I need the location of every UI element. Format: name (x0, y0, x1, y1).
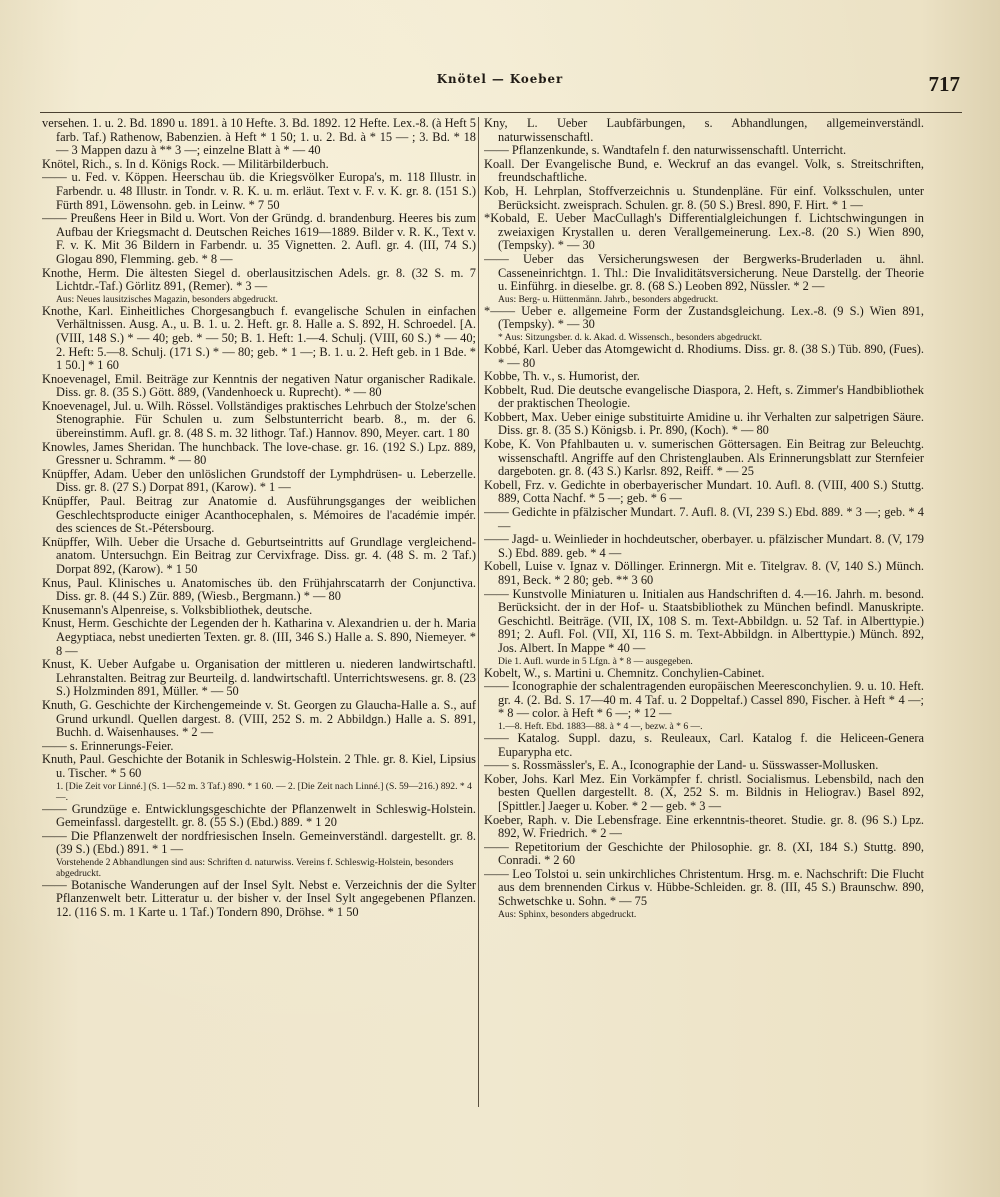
bibliography-entry: Knust, K. Ueber Aufgabe u. Organisation der mittleren u. niederen landwirtschaftl. Lehranstalten. Beitrag zur Beurteilg. d. landwirtschaftl. Unterrichtswesens. gr. 8. (23 S.) Holzminden 891, Müller. * — 50 (42, 657, 476, 699)
bibliography-entry: Kobelt, W., s. Martini u. Chemnitz. Conchylien-Cabinet. (484, 665, 765, 680)
bibliography-entry: Kobbert, Max. Ueber einige substituirte Amidine u. ihr Verhalten zur salpetrigen Säure. Diss. gr. 8. (35 S.) Königsb. i. Pr. 890, (Koch). * — 80 (484, 409, 924, 438)
bibliography-entry: Knoevenagel, Emil. Beiträge zur Kenntnis der negativen Natur organischer Radikale. Diss. gr. 8. (35 S.) Gött. 889, (Vandenhoeck u. Ruprecht). * — 80 (42, 371, 476, 400)
entry-note: * Aus: Sitzungsber. d. k. Akad. d. Wissensch., besonders abgedruckt. (498, 331, 763, 343)
bibliography-entry: —— Gedichte in pfälzischer Mundart. 7. Aufl. 8. (VI, 239 S.) Ebd. 889. * 3 —; geb. * 4 — (484, 505, 924, 533)
bibliography-entry: *Kobald, E. Ueber MacCullagh's Differentialgleichungen f. Lichtschwingungen in zweiaxigen Krystallen u. deren Verallgemeinerung. Lex.-8. (20 S.) Wien 890, (Tempsky). * — 30 (484, 211, 924, 253)
bibliography-entry: —— u. Fed. v. Köppen. Heerschau üb. die Kriegsvölker Europa's, m. 118 Illustr. in Farbendr. u. 48 Illustr. in Tondr. v. R. K. u. m. erläut. Text v. F. v. K. gr. 8. (151 S.) Fürth 891, Löwensohn. geb. in Leinw. * 7 50 (42, 170, 476, 212)
bibliography-entry: Kober, Johs. Karl Mez. Ein Vorkämpfer f. christl. Socialismus. Lebensbild, nach den besten Quellen dargestellt. 8. (X, 252 S. m. Bildnis in Heliograv.) Basel 892, [Spittler.] Jaeger u. Kober. * 2 — geb. * 3 — (484, 771, 924, 813)
entry-note: 1.—8. Heft. Ebd. 1883—88. à * 4 —, bezw. à * 6 —. (498, 720, 703, 732)
bibliography-entry: Knust, Herm. Geschichte der Legenden der h. Katharina v. Alexandrien u. der h. Maria Aegyptiaca, nebst unedierten Texten. gr. 8. (III, 346 S.) Halle a. S. 890, Niemeyer. * 8 — (42, 616, 476, 658)
bibliography-entry: —— Pflanzenkunde, s. Wandtafeln f. den naturwissenschaftl. Unterricht. (484, 143, 847, 158)
header-rule (40, 112, 962, 113)
bibliography-entry: Knus, Paul. Klinisches u. Anatomisches üb. den Frühjahrscatarrh der Conjunctiva. Diss. gr. 8. (44 S.) Zür. 889, (Wiesb., Bergmann.) * — 80 (42, 575, 476, 604)
bibliography-entry: —— Kunstvolle Miniaturen u. Initialen aus Handschriften d. 4.—16. Jahrh. m. besond. Berücksicht. der in der Hof- u. Staatsbibliothek zu München befindl. Manuskripte. Geschichtl. Beiträge. (VII, IX, 108 S. m. Text-Abbildgn. u. 52 Taf. in Alberttypie.) 891; 2. Aufl. Fol. (VII, XI, 116 S. m. Text-Abbildgn. in Alberttypie.) Münch. 892, Jos. Albert. In Mappe * 40 — (484, 586, 924, 655)
bibliography-entry: —— Preußens Heer in Bild u. Wort. Von der Gründg. d. brandenburg. Heeres bis zum Aufbau der Kriegsmacht d. Deutschen Reiches 1619—1889. Bilder v. R. K., Text v. F. v. K. Mit 36 Bildern in Farbendr. u. 35 Vignetten. 2. Aufl. gr. 4. (III, 74 S.) Glogau 890, Flemming. geb. * 8 — (42, 211, 476, 266)
bibliography-entry: —— Katalog. Suppl. dazu, s. Reuleaux, Carl. Katalog f. die Heliceen-Genera Euparypha etc. (484, 730, 924, 759)
bibliography-entry: Kob, H. Lehrplan, Stoffverzeichnis u. Stundenpläne. Für einf. Volksschulen, unter Berücksicht. zweisprach. Schulen. gr. 8. (50 S.) Bresl. 890, F. Hirt. * 1 — (484, 183, 924, 212)
bibliography-entry: Knothe, Herm. Die ältesten Siegel d. oberlausitzischen Adels. gr. 8. (32 S. m. 7 Lichtdr.-Taf.) Görlitz 891, (Remer). * 3 — (42, 265, 476, 294)
page-header (40, 72, 960, 106)
bibliography-entry: *—— Ueber e. allgemeine Form der Zustandsgleichung. Lex.-8. (9 S.) Wien 891, (Tempsky). * — 30 (484, 303, 924, 332)
bibliography-entry: —— Jagd- u. Weinlieder in hochdeutscher, oberbayer. u. pfälzischer Mundart. 8. (V, 179 S.) Ebd. 889. geb. * 4 — (484, 532, 924, 560)
bibliography-entry: Knuth, G. Geschichte der Kirchengemeinde v. St. Georgen zu Glaucha-Halle a. S., auf Grund urkundl. Quellen dargest. 8. (VIII, 252 S. m. 2 Abbildgn.) Halle a. S. 891, Buchh. d. Waisenhauses. * 2 — (42, 697, 476, 740)
bibliography-entry: —— Leo Tolstoi u. sein unkirchliches Christentum. Hrsg. m. e. Nachschrift: Die Flucht aus dem brennenden Cirkus v. Hübbe-Schleiden. gr. 8. (III, 45 S.) Braunschw. 890, Schwetschke u. Sohn. * — 75 (484, 866, 924, 909)
bibliography-entry: Knothe, Karl. Einheitliches Chorgesangbuch f. evangelische Schulen in einfachen Verhältnissen. Ausg. A., u. B. 1. u. 2. Heft. gr. 8. Halle a. S. 892, H. Schroedel. [A. (VIII, 148 S.) * — 40; geb. * — 50; B. 1. Heft: 1.—4. Schulj. (VIII, 60 S.) * — 40; 2. Heft: 5.—8. Schulj. (171 S.) * — 80; geb. * 1 —; B. 1. u. 2. Heft geb. in 1 Bde. * 1 50.] * 1 60 (42, 303, 476, 373)
page-number: 717 (928, 72, 960, 96)
bibliography-entry: Kobbe, Th. v., s. Humorist, der. (484, 369, 640, 384)
bibliography-entry: —— s. Rossmässler's, E. A., Iconographie der Land- u. Süsswasser-Mollusken. (484, 758, 879, 773)
bibliography-entry: Knötel, Rich., s. In d. Königs Rock. — Militärbilderbuch. (42, 156, 329, 171)
bibliography-entry: Koeber, Raph. v. Die Lebensfrage. Eine erkenntnis-theoret. Studie. gr. 8. (96 S.) Lpz. 892, W. Friedrich. * 2 — (484, 812, 924, 841)
bibliography-entry: —— Ueber das Versicherungswesen der Bergwerks-Bruderladen u. ähnl. Casseneinrichtgn. 1. Thl.: Die Invaliditätsversicherung. Neue Darstellg. der Theorie u. Einführg. in dieselbe. gr. 8. (68 S.) Leoben 892, Nüssler. * 2 — (484, 251, 924, 294)
entry-note: Aus: Neues lausitzisches Magazin, besonders abgedruckt. (56, 293, 278, 305)
bibliography-entry: Knowles, James Sheridan. The hunchback. The love-chase. gr. 16. (192 S.) Lpz. 889, Gressner u. Schramm. * — 80 (42, 439, 476, 468)
entry-note: Aus: Berg- u. Hüttenmänn. Jahrb., besonders abgedruckt. (498, 293, 719, 305)
column-divider (478, 117, 479, 1107)
bibliography-entry: Knoevenagel, Jul. u. Wilh. Rössel. Vollständiges praktisches Lehrbuch der Stolze'schen Stenographie. Für Schulen u. zum Selbstunterricht bearb. 8., m. der 6. übereinstimm. Aufl. gr. 8. (48 S. m. 32 lithogr. Taf.) Hannov. 890, Meyer. cart. 1 80 (42, 398, 476, 441)
bibliography-entry: —— Die Pflanzenwelt der nordfriesischen Inseln. Gemeinverständl. dargestellt. gr. 8. (39 S.) (Ebd.) 891. * 1 — (42, 828, 476, 857)
entry-note: Aus: Sphinx, besonders abgedruckt. (498, 908, 637, 920)
entry-note: Die 1. Aufl. wurde in 5 Lfgn. à * 8 — ausgegeben. (498, 655, 693, 667)
right-column (484, 117, 924, 1117)
bibliography-entry: Koall. Der Evangelische Bund, e. Weckruf an das evangel. Volk, s. Streitschriften, freundschaftliche. (484, 156, 924, 185)
entry-note: Vorstehende 2 Abhandlungen sind aus: Schriften d. naturwiss. Vereins f. Schleswig-Holstein, besonders abgedruckt. (56, 856, 454, 879)
bibliography-entry: Kobell, Frz. v. Gedichte in oberbayerischer Mundart. 10. Aufl. 8. (VIII, 400 S.) Stuttg. 889, Cotta Nachf. * 5 —; geb. * 6 — (484, 477, 924, 506)
bibliography-entry: —— Repetitorium der Geschichte der Philosophie. gr. 8. (XI, 184 S.) Stuttg. 890, Conradi. * 2 60 (484, 839, 924, 868)
bibliography-entry: Knüpffer, Adam. Ueber den unlöslichen Grundstoff der Lymphdrüsen- u. Leberzelle. Diss. gr. 8. (27 S.) Dorpat 891, (Karow). * 1 — (42, 466, 476, 495)
bibliography-entry: Knüpffer, Wilh. Ueber die Ursache d. Geburtseintritts auf Grundlage vergleichend-anatom. Untersuchgn. Ein Beitrag zur Cervixfrage. Diss. gr. 4. (48 S. m. 2 Taf.) Dorpat 892, (Karow). * 1 50 (42, 534, 476, 576)
bibliography-entry: Kny, L. Ueber Laubfärbungen, s. Abhandlungen, allgemeinverständl. naturwissenschaftl. (484, 117, 924, 144)
bibliography-entry: —— Grundzüge e. Entwicklungsgeschichte der Pflanzenwelt in Schleswig-Holstein. Gemeinfassl. dargestellt. gr. 8. (55 S.) (Ebd.) 889. * 1 20 (42, 801, 476, 830)
bibliography-entry: Kobell, Luise v. Ignaz v. Döllinger. Erinnergn. Mit e. Titelgrav. 8. (V, 140 S.) Münch. 891, Beck. * 2 80; geb. ** 3 60 (484, 559, 924, 587)
bibliography-entry: Knuth, Paul. Geschichte der Botanik in Schleswig-Holstein. 2 Thle. gr. 8. Kiel, Lipsius u. Tischer. * 5 60 (42, 752, 476, 780)
bibliography-entry: —— Botanische Wanderungen auf der Insel Sylt. Nebst e. Verzeichnis der die Sylter Pflanzenwelt betr. Litteratur u. der bisher v. der Insel Sylt angegebenen Pflanzen. 12. (116 S. m. 1 Karte u. 1 Taf.) Tondern 890, Dröhse. * 1 50 (42, 877, 476, 920)
bibliography-entry: Knusemann's Alpenreise, s. Volksbibliothek, deutsche. (42, 602, 313, 617)
bibliography-entry: —— Iconographie der schalentragenden europäischen Meeresconchylien. 9. u. 10. Heft. gr. 4. (2. Bd. S. 17—40 m. 4 Taf. u. 2 Doppeltaf.) Cassel 890, Fischer. à Heft * 4 —; * 8 — color. à Heft * 6 —; * 12 — (484, 679, 924, 721)
bibliography-entry: Kobe, K. Von Pfahlbauten u. v. sumerischen Göttersagen. Ein Beitrag zur Beleuchtg. wissenschaftl. Angriffe auf den Christenglauben. Als Erinnerungsblatt zur Sternfeier dargeboten. gr. 8. (43 S.) Karlsr. 892, Reiff. * — 25 (484, 437, 924, 479)
bibliography-entry: Kobbelt, Rud. Die deutsche evangelische Diaspora, 2. Heft, s. Zimmer's Handbibliothek der praktischen Theologie. (484, 382, 924, 411)
bibliography-entry: —— s. Erinnerungs-Feier. (42, 738, 174, 753)
entry-note: 1. [Die Zeit vor Linné.] (S. 1—52 m. 3 Taf.) 890. * 1 60. — 2. [Die Zeit nach Linné.] (S. 59—216.) 892. * 4 —. (56, 780, 472, 803)
bibliography-entry: versehen. 1. u. 2. Bd. 1890 u. 1891. à 10 Hefte. 3. Bd. 1892. 12 Hefte. Lex.-8. (à Heft 5 farb. Taf.) Rathenow, Babenzien. à Heft * 1 50; 1. u. 2. Bd. à * 15 — ; 3. Bd. * 18 — 3 Mappen dazu à ** 3 —; einzelne Blatt à * — 40 (42, 117, 476, 158)
running-head: Knötel — Koeber (436, 72, 564, 86)
bibliography-entry: Kobbé, Karl. Ueber das Atomgewicht d. Rhodiums. Diss. gr. 8. (38 S.) Tüb. 890, (Fues). * — 80 (484, 341, 924, 370)
bibliography-entry: Knüpffer, Paul. Beitrag zur Anatomie d. Ausführungsganges der weiblichen Geschlechtsproducte einiger Acanthocephalen, s. Mémoires de l'académie impér. des sciences de St.-Pétersbourg. (42, 494, 476, 536)
left-column (42, 117, 476, 1117)
